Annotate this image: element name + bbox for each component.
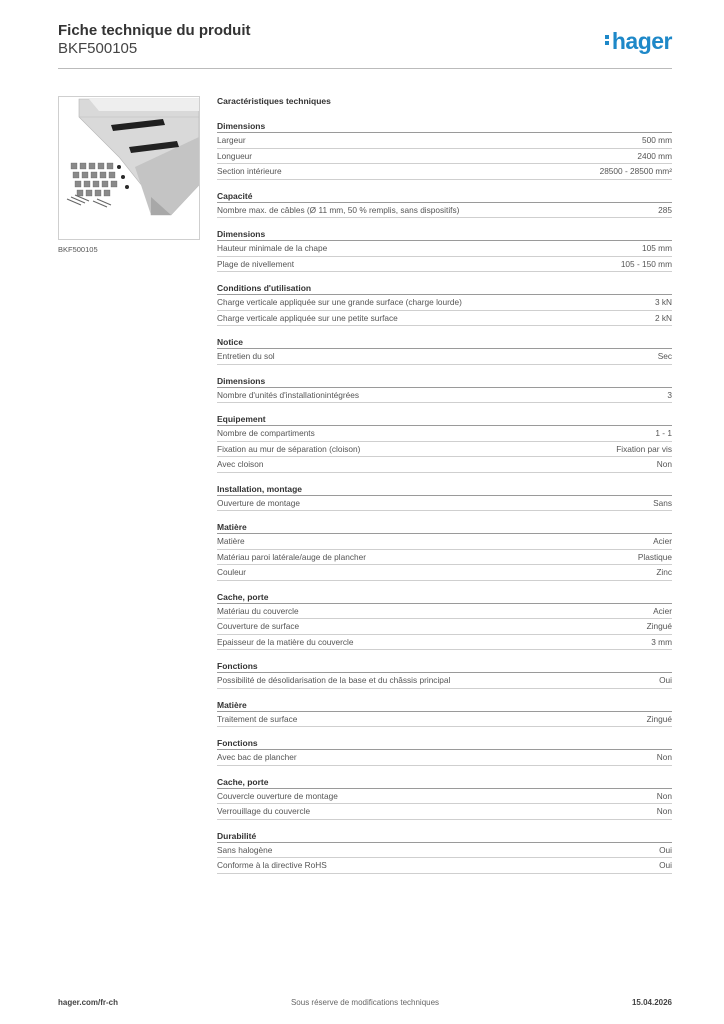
spec-group <box>217 282 672 326</box>
spec-group-title: Matière <box>217 699 672 712</box>
spec-row <box>217 789 672 805</box>
spec-value: Sec <box>657 351 672 361</box>
spec-value: Sans <box>653 497 672 508</box>
spec-label: Ouverture de montage <box>217 497 301 508</box>
spec-label: Sans halogène <box>217 844 273 855</box>
spec-group-title: Notice <box>217 336 672 349</box>
spec-label: Traitement de surface <box>217 713 298 724</box>
spec-row <box>217 295 672 311</box>
spec-row <box>217 164 672 180</box>
spec-group <box>217 120 672 180</box>
spec-value: Zingué <box>646 713 672 724</box>
spec-label: Verrouillage du couvercle <box>217 806 311 816</box>
footer-website: hager.com/fr-ch <box>58 998 119 1007</box>
spec-value: 2 kN <box>654 312 672 323</box>
spec-group <box>217 228 672 272</box>
spec-row <box>217 565 672 581</box>
spec-label: Matériau paroi latérale/auge de plancher <box>217 551 366 562</box>
spec-value: 2400 mm <box>637 150 672 161</box>
spec-label: Hauteur minimale de la chape <box>217 243 328 253</box>
spec-row <box>217 673 672 689</box>
spec-group <box>217 190 672 219</box>
footer-date: 15.04.2026 <box>631 998 672 1007</box>
spec-value: Acier <box>653 536 672 546</box>
spec-value: 3 mm <box>651 636 672 647</box>
spec-row <box>217 311 672 327</box>
spec-value: Oui <box>659 860 672 870</box>
spec-group <box>217 413 672 473</box>
spec-label: Conforme à la directive RoHS <box>217 860 327 870</box>
hager-logo <box>605 28 672 55</box>
spec-group <box>217 699 672 728</box>
spec-group-title: Cache, porte <box>217 591 672 604</box>
spec-row <box>217 442 672 458</box>
spec-label: Longueur <box>217 150 253 161</box>
spec-label: Charge verticale appliquée sur une grande surface (charge lourde) <box>217 297 462 307</box>
spec-row <box>217 858 672 874</box>
spec-label: Largeur <box>217 135 246 145</box>
spec-value: 3 <box>667 389 672 400</box>
spec-value: 1 - 1 <box>655 428 672 438</box>
spec-group <box>217 737 672 766</box>
spec-group-title: Cache, porte <box>217 776 672 789</box>
page-title: Fiche technique du produit <box>58 22 251 39</box>
spec-label: Entretien du sol <box>217 351 275 361</box>
spec-row <box>217 349 672 365</box>
spec-row <box>217 257 672 273</box>
spec-row <box>217 712 672 728</box>
footer-notice: Sous réserve de modifications techniques <box>290 998 440 1007</box>
spec-value: Oui <box>659 844 672 855</box>
spec-group-title: Durabilité <box>217 830 672 843</box>
spec-label: Matériau du couvercle <box>217 605 299 616</box>
logo-dots-icon <box>605 33 610 47</box>
spec-group <box>217 521 672 581</box>
spec-row <box>217 619 672 635</box>
technical-specs <box>217 96 672 884</box>
spec-group-title: Dimensions <box>217 120 672 133</box>
spec-group <box>217 591 672 651</box>
spec-label: Plage de nivellement <box>217 258 295 269</box>
spec-label: Couleur <box>217 567 247 577</box>
spec-row <box>217 388 672 404</box>
spec-value: Non <box>656 752 672 762</box>
spec-group-title: Dimensions <box>217 228 672 241</box>
spec-label: Section intérieure <box>217 166 282 176</box>
spec-label: Possibilité de désolidarisation de la base et du châssis principal <box>217 675 451 685</box>
spec-label: Fixation au mur de séparation (cloison) <box>217 443 361 454</box>
spec-group <box>217 660 672 689</box>
spec-row <box>217 241 672 257</box>
spec-label: Avec bac de plancher <box>217 752 297 762</box>
spec-value: Oui <box>659 675 672 685</box>
spec-row <box>217 635 672 651</box>
spec-value: 105 - 150 mm <box>620 258 672 269</box>
spec-row <box>217 426 672 442</box>
spec-group <box>217 483 672 512</box>
spec-groups <box>217 120 672 874</box>
image-caption: BKF500105 <box>58 245 98 254</box>
spec-row <box>217 203 672 219</box>
spec-group-title: Fonctions <box>217 737 672 750</box>
spec-group-title: Dimensions <box>217 375 672 388</box>
spec-row <box>217 604 672 620</box>
spec-label: Nombre d'unités d'installationintégrées <box>217 389 359 400</box>
spec-label: Nombre max. de câbles (Ø 11 mm, 50 % remplis, sans dispositifs) <box>217 204 460 215</box>
spec-group <box>217 375 672 404</box>
page-header <box>58 22 672 70</box>
spec-value: 3 kN <box>654 297 672 307</box>
spec-group <box>217 336 672 365</box>
spec-group-title: Conditions d'utilisation <box>217 282 672 295</box>
cable-duct-illustration <box>59 97 199 239</box>
spec-value: Non <box>656 806 672 816</box>
spec-value: Non <box>656 790 672 801</box>
spec-row <box>217 496 672 512</box>
spec-value: 105 mm <box>642 243 672 253</box>
spec-value: Zinc <box>656 567 672 577</box>
spec-label: Couverture de surface <box>217 621 300 631</box>
spec-group-title: Equipement <box>217 413 672 426</box>
logo-text: hager <box>611 28 672 54</box>
spec-row <box>217 149 672 165</box>
header-divider <box>58 68 672 69</box>
spec-value: Acier <box>653 605 672 616</box>
product-code: BKF500105 <box>58 40 138 57</box>
spec-row <box>217 550 672 566</box>
spec-value: 285 <box>658 204 672 215</box>
spec-row <box>217 457 672 473</box>
spec-row <box>217 133 672 149</box>
spec-label: Avec cloison <box>217 459 264 469</box>
spec-group-title: Capacité <box>217 190 672 203</box>
spec-group-title: Matière <box>217 521 672 534</box>
spec-row <box>217 750 672 766</box>
spec-group <box>217 830 672 874</box>
spec-group-title: Installation, montage <box>217 483 672 496</box>
spec-value: 500 mm <box>642 135 672 145</box>
spec-row <box>217 534 672 550</box>
specs-heading: Caractéristiques techniques <box>217 96 331 106</box>
spec-value: Zingué <box>646 621 672 631</box>
spec-label: Epaisseur de la matière du couvercle <box>217 636 354 647</box>
spec-value: Fixation par vis <box>616 443 672 454</box>
spec-group <box>217 776 672 820</box>
spec-row <box>217 843 672 859</box>
spec-label: Couvercle ouverture de montage <box>217 790 338 801</box>
spec-row <box>217 804 672 820</box>
spec-label: Charge verticale appliquée sur une petite surface <box>217 312 398 323</box>
spec-label: Nombre de compartiments <box>217 428 315 438</box>
product-image <box>58 96 200 240</box>
spec-value: Non <box>656 459 672 469</box>
spec-label: Matière <box>217 536 245 546</box>
spec-value: 28500 - 28500 mm² <box>599 166 672 176</box>
spec-value: Plastique <box>637 551 672 562</box>
spec-group-title: Fonctions <box>217 660 672 673</box>
